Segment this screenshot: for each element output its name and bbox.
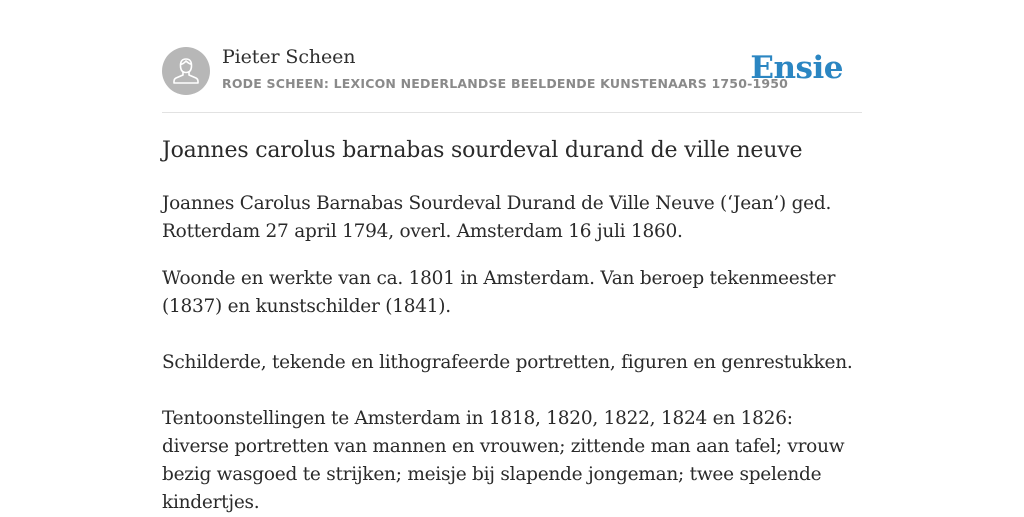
source-label[interactable]: RODE SCHEEN: LEXICON NEDERLANDSE BEELDENDE KUNSTENAARS 1750-1950 — [222, 76, 789, 91]
user-silhouette-icon — [162, 47, 210, 95]
author-name[interactable]: Pieter Scheen — [222, 46, 356, 68]
article-header — [162, 0, 862, 113]
author-avatar[interactable] — [162, 47, 210, 95]
article-paragraph-1: Joannes Carolus Barnabas Sourdeval Durand de Ville Neuve (‘Jean’) ged. Rotterdam 27 april 1794, overl. Amsterdam 16 juli 1860. — [162, 193, 832, 242]
article-paragraph-2: Woonde en werkte van ca. 1801 in Amsterdam. Van beroep tekenmeester (1837) en kunstschilder (1841). — [162, 268, 836, 317]
ensie-logo[interactable]: Ensie — [750, 50, 843, 86]
article-paragraph-3: Schilderde, tekende en lithografeerde portretten, figuren en genrestukken. — [162, 352, 853, 373]
article-title: Joannes carolus barnabas sourdeval durand de ville neuve — [162, 138, 803, 163]
article-paragraph-4: Tentoonstellingen te Amsterdam in 1818, 1820, 1822, 1824 en 1826: diverse portretten van mannen en vrouwen; zittende man aan tafel; vrouw bezig wasgoed te strijken; meisje bij slapende jongeman; twee spelende kindertjes. — [162, 408, 845, 513]
page-container — [162, 0, 862, 513]
